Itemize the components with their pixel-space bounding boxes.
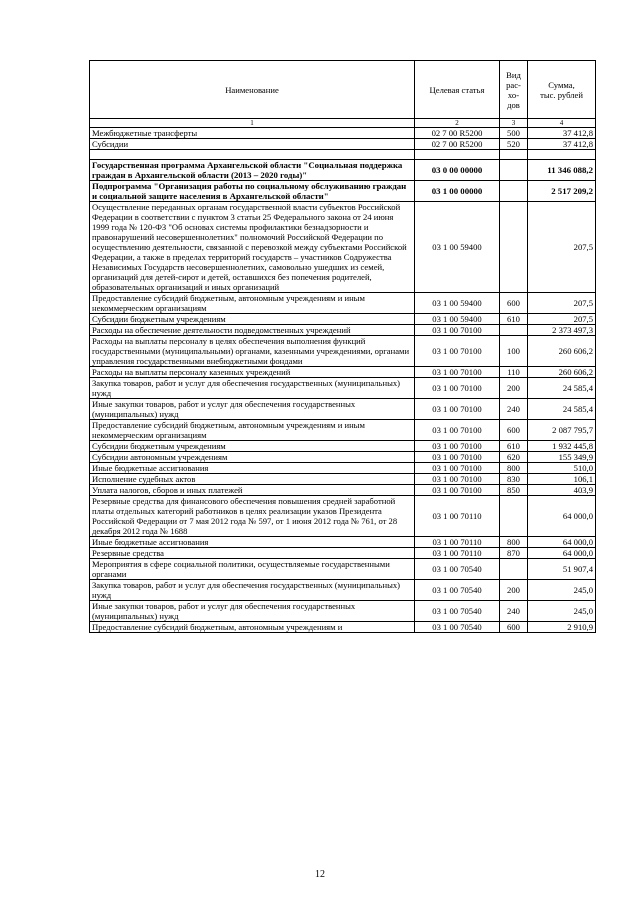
row-expense-type: 830	[500, 474, 528, 485]
row-expense-type: 800	[500, 463, 528, 474]
row-name	[90, 150, 415, 160]
row-target-code: 03 1 00 59400	[415, 202, 500, 293]
table-row	[90, 537, 596, 548]
table-row	[90, 325, 596, 336]
row-sum: 2 517 209,2	[528, 181, 596, 202]
table-row	[90, 378, 596, 399]
row-sum: 37 412,8	[528, 128, 596, 139]
row-sum: 64 000,0	[528, 496, 596, 537]
row-name: Предоставление субсидий бюджетным, автономным учреждениям и	[90, 622, 415, 633]
column-number: 4	[528, 119, 596, 128]
row-expense-type: 100	[500, 336, 528, 367]
table-row	[90, 293, 596, 314]
row-sum: 260 606,2	[528, 367, 596, 378]
row-target-code: 03 1 00 70100	[415, 336, 500, 367]
row-name: Иные закупки товаров, работ и услуг для обеспечения государственных (муниципальных) нужд	[90, 601, 415, 622]
row-name: Закупка товаров, работ и услуг для обеспечения государственных (муниципальных) нужд	[90, 580, 415, 601]
table-header-row	[90, 61, 596, 119]
table-row	[90, 181, 596, 202]
row-name: Резервные средства	[90, 548, 415, 559]
row-name: Исполнение судебных актов	[90, 474, 415, 485]
row-target-code: 03 0 00 00000	[415, 160, 500, 181]
table-row	[90, 496, 596, 537]
row-sum: 24 585,4	[528, 378, 596, 399]
header-target: Целевая статья	[415, 61, 500, 119]
row-name: Расходы на выплаты персоналу казенных учреждений	[90, 367, 415, 378]
row-expense-type: 240	[500, 601, 528, 622]
row-expense-type	[500, 325, 528, 336]
row-expense-type: 610	[500, 441, 528, 452]
row-sum: 260 606,2	[528, 336, 596, 367]
row-expense-type: 600	[500, 293, 528, 314]
table-row	[90, 202, 596, 293]
table-row	[90, 463, 596, 474]
row-name: Расходы на обеспечение деятельности подведомственных учреждений	[90, 325, 415, 336]
row-target-code: 03 1 00 59400	[415, 293, 500, 314]
row-target-code: 03 1 00 70100	[415, 485, 500, 496]
row-name: Предоставление субсидий бюджетным, автономным учреждениям и иным некоммерческим организациям	[90, 420, 415, 441]
page-number: 12	[315, 869, 325, 880]
row-sum: 2 373 497,3	[528, 325, 596, 336]
table-row	[90, 548, 596, 559]
row-target-code	[415, 150, 500, 160]
column-number: 2	[415, 119, 500, 128]
row-name: Предоставление субсидий бюджетным, автономным учреждениям и иным некоммерческим организациям	[90, 293, 415, 314]
row-sum: 1 932 445,8	[528, 441, 596, 452]
row-sum: 37 412,8	[528, 139, 596, 150]
row-name: Субсидии бюджетным учреждениям	[90, 441, 415, 452]
row-sum: 106,1	[528, 474, 596, 485]
row-sum: 64 000,0	[528, 537, 596, 548]
table-row	[90, 420, 596, 441]
table-row	[90, 314, 596, 325]
row-expense-type: 610	[500, 314, 528, 325]
row-sum	[528, 150, 596, 160]
table-row	[90, 399, 596, 420]
row-expense-type	[500, 202, 528, 293]
row-sum: 403,9	[528, 485, 596, 496]
row-name: Межбюджетные трансферты	[90, 128, 415, 139]
table-row	[90, 580, 596, 601]
row-target-code: 03 1 00 70100	[415, 441, 500, 452]
column-number: 1	[90, 119, 415, 128]
row-sum: 24 585,4	[528, 399, 596, 420]
row-sum: 2 087 795,7	[528, 420, 596, 441]
row-name: Иные бюджетные ассигнования	[90, 463, 415, 474]
row-target-code: 03 1 00 70100	[415, 452, 500, 463]
row-target-code: 03 1 00 70100	[415, 378, 500, 399]
row-expense-type: 870	[500, 548, 528, 559]
row-expense-type	[500, 496, 528, 537]
row-sum: 2 910,9	[528, 622, 596, 633]
row-expense-type: 850	[500, 485, 528, 496]
row-target-code: 03 1 00 70100	[415, 325, 500, 336]
row-name: Субсидии бюджетным учреждениям	[90, 314, 415, 325]
table-row	[90, 622, 596, 633]
row-name: Субсидии	[90, 139, 415, 150]
row-name: Иные бюджетные ассигнования	[90, 537, 415, 548]
row-expense-type	[500, 160, 528, 181]
row-expense-type: 520	[500, 139, 528, 150]
row-sum: 51 907,4	[528, 559, 596, 580]
row-target-code: 03 1 00 70540	[415, 622, 500, 633]
column-number: 3	[500, 119, 528, 128]
row-expense-type: 110	[500, 367, 528, 378]
spacer-row	[90, 150, 596, 160]
row-name: Расходы на выплаты персоналу в целях обеспечения выполнения функций государственными (муниципальными) органами, казенными учреждениями, органами управления государственными внебюджетными фондами	[90, 336, 415, 367]
row-target-code: 03 1 00 70100	[415, 420, 500, 441]
header-sum: Сумма, тыс. рублей	[528, 61, 596, 119]
row-name: Мероприятия в сфере социальной политики, осуществляемые государственными органами	[90, 559, 415, 580]
header-name: Наименование	[90, 61, 415, 119]
table-row	[90, 601, 596, 622]
column-number-row	[90, 119, 596, 128]
row-name: Государственная программа Архангельской области "Социальная поддержка граждан в Архангельской области (2013 – 2020 годы)"	[90, 160, 415, 181]
header-type: Вид рас- хо- дов	[500, 61, 528, 119]
budget-table	[89, 60, 596, 633]
row-name: Осуществление переданных органам государственной власти субъектов Российской Федерации в соответствии с пунктом 3 статьи 25 Федерального закона от 24 июня 1999 года № 120-ФЗ "Об основах системы профилактики безнадзорности и правонарушений несовершеннолетних" полномочий Российской Федерации по осуществлению деятельности, связанной с перевозкой между субъектами Российской Федерации, а также в пределах территорий государств – участников Содружества Независимых Государств несовершеннолетних, самовольно ушедших из семей, организаций для детей-сирот и детей, оставшихся без попечения родителей, образовательных организаций и иных организаций	[90, 202, 415, 293]
table-row	[90, 139, 596, 150]
row-sum: 11 346 088,2	[528, 160, 596, 181]
row-sum: 207,5	[528, 293, 596, 314]
row-sum: 245,0	[528, 601, 596, 622]
row-target-code: 03 1 00 70100	[415, 399, 500, 420]
row-sum: 155 349,9	[528, 452, 596, 463]
row-target-code: 03 1 00 70110	[415, 496, 500, 537]
row-expense-type: 620	[500, 452, 528, 463]
row-target-code: 03 1 00 70540	[415, 559, 500, 580]
table-row	[90, 367, 596, 378]
row-sum: 207,5	[528, 314, 596, 325]
table-row	[90, 441, 596, 452]
row-expense-type: 500	[500, 128, 528, 139]
row-name: Закупка товаров, работ и услуг для обеспечения государственных (муниципальных) нужд	[90, 378, 415, 399]
budget-table-page	[89, 60, 595, 633]
row-name: Субсидии автономным учреждениям	[90, 452, 415, 463]
row-expense-type: 240	[500, 399, 528, 420]
table-row	[90, 452, 596, 463]
row-target-code: 03 1 00 00000	[415, 181, 500, 202]
row-target-code: 03 1 00 70540	[415, 601, 500, 622]
row-name: Иные закупки товаров, работ и услуг для обеспечения государственных (муниципальных) нужд	[90, 399, 415, 420]
row-expense-type: 600	[500, 420, 528, 441]
row-sum: 245,0	[528, 580, 596, 601]
row-expense-type	[500, 150, 528, 160]
row-name: Подпрограмма "Организация работы по социальному обслуживанию граждан и социальной защите населения в Архангельской области"	[90, 181, 415, 202]
row-sum: 510,0	[528, 463, 596, 474]
row-expense-type	[500, 181, 528, 202]
table-row	[90, 559, 596, 580]
row-expense-type	[500, 559, 528, 580]
row-sum: 64 000,0	[528, 548, 596, 559]
row-target-code: 03 1 00 70110	[415, 548, 500, 559]
table-row	[90, 160, 596, 181]
row-sum: 207,5	[528, 202, 596, 293]
row-target-code: 03 1 00 59400	[415, 314, 500, 325]
row-expense-type: 200	[500, 580, 528, 601]
row-target-code: 03 1 00 70540	[415, 580, 500, 601]
row-target-code: 03 1 00 70110	[415, 537, 500, 548]
row-name: Уплата налогов, сборов и иных платежей	[90, 485, 415, 496]
row-target-code: 02 7 00 R5200	[415, 128, 500, 139]
table-row	[90, 128, 596, 139]
table-body	[90, 128, 596, 633]
row-expense-type: 600	[500, 622, 528, 633]
row-name: Резервные средства для финансового обеспечения повышения средней заработной платы отдельных категорий работников в целях реализации указов Президента Российской Федерации от 7 мая 2012 года № 597, от 1 июня 2012 года № 761, от 28 декабря 2012 года № 1688	[90, 496, 415, 537]
row-expense-type: 800	[500, 537, 528, 548]
row-target-code: 02 7 00 R5200	[415, 139, 500, 150]
table-row	[90, 485, 596, 496]
table-row	[90, 474, 596, 485]
row-target-code: 03 1 00 70100	[415, 463, 500, 474]
table-row	[90, 336, 596, 367]
row-target-code: 03 1 00 70100	[415, 367, 500, 378]
row-target-code: 03 1 00 70100	[415, 474, 500, 485]
row-expense-type: 200	[500, 378, 528, 399]
